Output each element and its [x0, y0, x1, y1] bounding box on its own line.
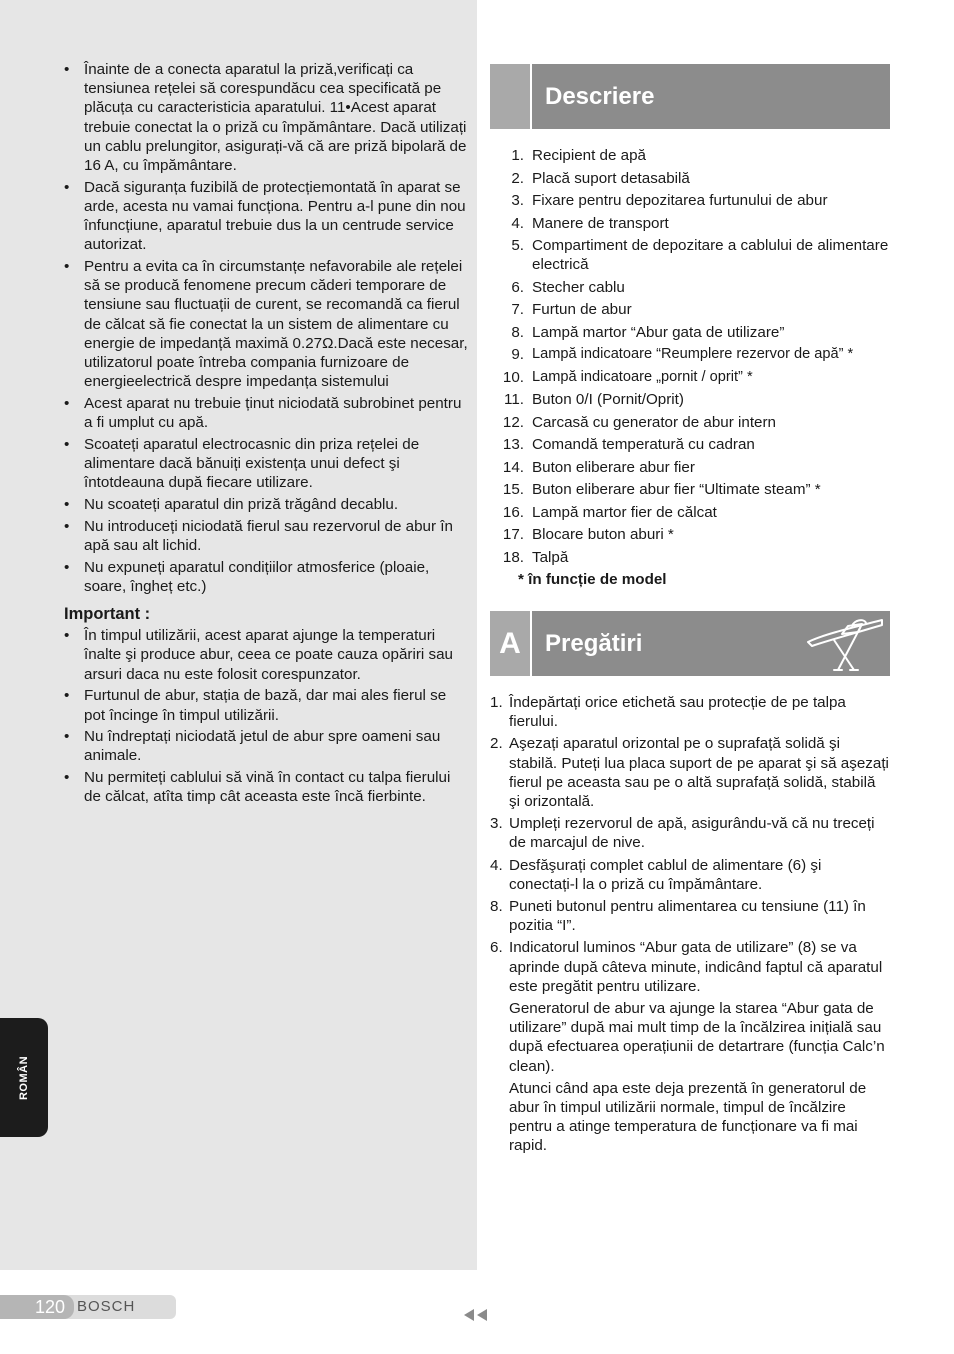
page-number-box: [0, 1295, 74, 1319]
list-item: • Nu permiteți cablului să vină în contact cu talpa fierului de călcat, atîta timp cât aceasta este încă fierbinte.: [64, 769, 451, 806]
preparation-title: Pregătiri: [545, 630, 643, 657]
list-item: 10. Lampă indicatoare „pornit / oprit” *: [502, 368, 753, 386]
list-item: 2. Placă suport detasabilă: [511, 169, 690, 187]
list-item: 17. Blocare buton aburi *: [502, 526, 674, 544]
list-item: • Nu expuneți aparatul condițiilor atmosferice (ploaie, soare, îngheț etc.): [64, 558, 430, 595]
description-list: [490, 146, 890, 589]
list-item: • Dacă siguranța fuzibilă de protecțiemontată în aparat se arde, acesta nu vamai funcționa. Pentru a-l pune din nou înfuncțiune, aparatul trebuie dus la un centrude service autorizat.: [64, 178, 466, 254]
divider: [530, 611, 532, 676]
list-item: 9. Lampă indicatoare “Reumplere rezervor de apă” *: [511, 346, 854, 364]
list-item: 1. Îndepărtați orice etichetă sau protecție de pe talpa fierului.: [490, 694, 846, 731]
list-item: • Nu îndreptați niciodată jetul de abur spre oameni sau animale.: [64, 728, 441, 765]
list-item: 16. Lampă martor fier de călcat: [502, 503, 717, 521]
rewind-icon[interactable]: [462, 1307, 490, 1323]
list-item: 4. Desfăşurați complet cablul de alimentare (6) şi conectați-l la o priză cu împământare.: [490, 856, 822, 893]
list-item: • Pentru a evita ca în circumstanțe nefavorabile ale rețelei să se producă fenomene precum căderi temporare de tensiune sau fluctuații de curent, se recomandă ca fierul de călcat să fie conectat la un sistem de alimentare cu energie de impedanță maximă 0.27Ω.Dacă este necesar, utilizatorul poate întreba compania furnizoare de energieelectrică despre impedanța sistemului: [64, 258, 468, 391]
section-letter: A: [490, 611, 530, 676]
list-item: 7. Furtun de abur: [511, 301, 632, 319]
brand-label: BOSCH: [77, 1298, 136, 1315]
list-item: • Nu introduceți niciodată fierul sau rezervorul de abur în apă sau alt lichid.: [64, 517, 453, 554]
safety-section: [64, 60, 468, 809]
list-item: 14. Buton eliberare abur fier: [502, 458, 695, 476]
list-item: • În timpul utilizării, acest aparat ajunge la temperaturi înalte şi produce abur, ceea ce poate cauza opăriri sau arsuri daca nu este folosit corespunzator.: [64, 627, 453, 683]
page-number: 120: [34, 1297, 65, 1317]
language-label: ROMÂN: [18, 1055, 30, 1101]
model-note: * în funcție de model: [518, 571, 667, 589]
preparation-header: [490, 611, 890, 676]
description-title: Descriere: [545, 83, 655, 110]
list-item: • Nu scoateți aparatul din priză trăgând decablu.: [64, 495, 399, 513]
important-heading: Important :: [64, 604, 151, 623]
list-item: • Furtunul de abur, stația de bază, dar mai ales fierul se pot încinge în timpul utilizării.: [64, 687, 447, 724]
list-item: 4. Manere de transport: [511, 214, 669, 232]
paragraph: Atunci când apa este deja prezentă în generatorul de abur în timpul utilizării normale, timpul de încălzire pentru a atinge temperatura de funcționare va fi mai rapid.: [509, 1079, 867, 1155]
language-tab: [0, 1018, 48, 1137]
list-item: 3. Fixare pentru depozitarea furtunului de abur: [511, 192, 828, 209]
list-item: 12. Carcasă cu generator de abur intern: [502, 413, 776, 431]
list-item: • Scoateți aparatul electrocasnic din priza rețelei de alimentare dacă bănuiți existența unui defect şi întotdeauna după fiecare utilizare.: [64, 435, 420, 492]
list-item: • Înainte de a conecta aparatul la priză,verificați ca tensiunea rețelei să corespundăcu cea specificată pe plăcuța cu caracteristicia aparatului. 11•Acest aparat trebuie conectat la o priză cu împământare. Dacă utilizați un cablu prelungitor, asigurați-vă că are priză bipolară de 16 A, cu împământare.: [64, 61, 467, 175]
safety-list: [64, 60, 468, 596]
preparation-list: [490, 693, 890, 1159]
list-item: 1. Recipient de apă: [511, 147, 646, 164]
list-item: 18. Talpă: [502, 548, 569, 566]
paragraph: Generatorul de abur va ajunge la starea “Abur gata de utilizare” după mai mult timp de la încălzirea inițială sau după efectuarea operațiunii de detartrare (funcția Calc’n clean).: [509, 1000, 885, 1075]
description-header: [490, 64, 890, 129]
important-list: [64, 626, 468, 806]
list-item: 8. Puneti butonul pentru alimentarea cu tensiune (11) în pozitia “I”.: [490, 898, 866, 935]
list-item: 11. Buton 0/I (Pornit/Oprit): [504, 391, 684, 409]
list-item: • Acest aparat nu trebuie ținut niciodată subrobinet pentru a fi umplut cu apă.: [64, 394, 462, 432]
list-item: 5. Compartiment de depozitare a cablului de alimentare electrică: [511, 237, 889, 274]
section-letter-box: [490, 64, 530, 129]
ironing-board-icon: [804, 614, 886, 674]
list-item: 3. Umpleți rezervorul de apă, asigurându-vă că nu treceți de marcajul de nive.: [490, 815, 875, 852]
divider: [530, 64, 532, 129]
list-item: 15. Buton eliberare abur fier “Ultimate steam” *: [502, 481, 821, 499]
list-item: 8. Lampă martor “Abur gata de utilizare”: [511, 323, 785, 341]
list-item: 6. Stecher cablu: [511, 278, 625, 296]
list-item: 13. Comandă temperatură cu cadran: [502, 436, 755, 454]
list-item: 2. Aşezați aparatul orizontal pe o suprafață solidă şi stabilă. Puteți lua placa suport de pe aparat şi să aşezați fierul pe aceasta sau pe o altă suprafață solidă, stabilă şi orizontală.: [490, 735, 889, 811]
list-item: 6. Indicatorul luminos “Abur gata de utilizare” (8) se va aprinde după câteva minute, indicând faptul că aparatul este pregătit pentru utilizare.: [490, 939, 883, 995]
